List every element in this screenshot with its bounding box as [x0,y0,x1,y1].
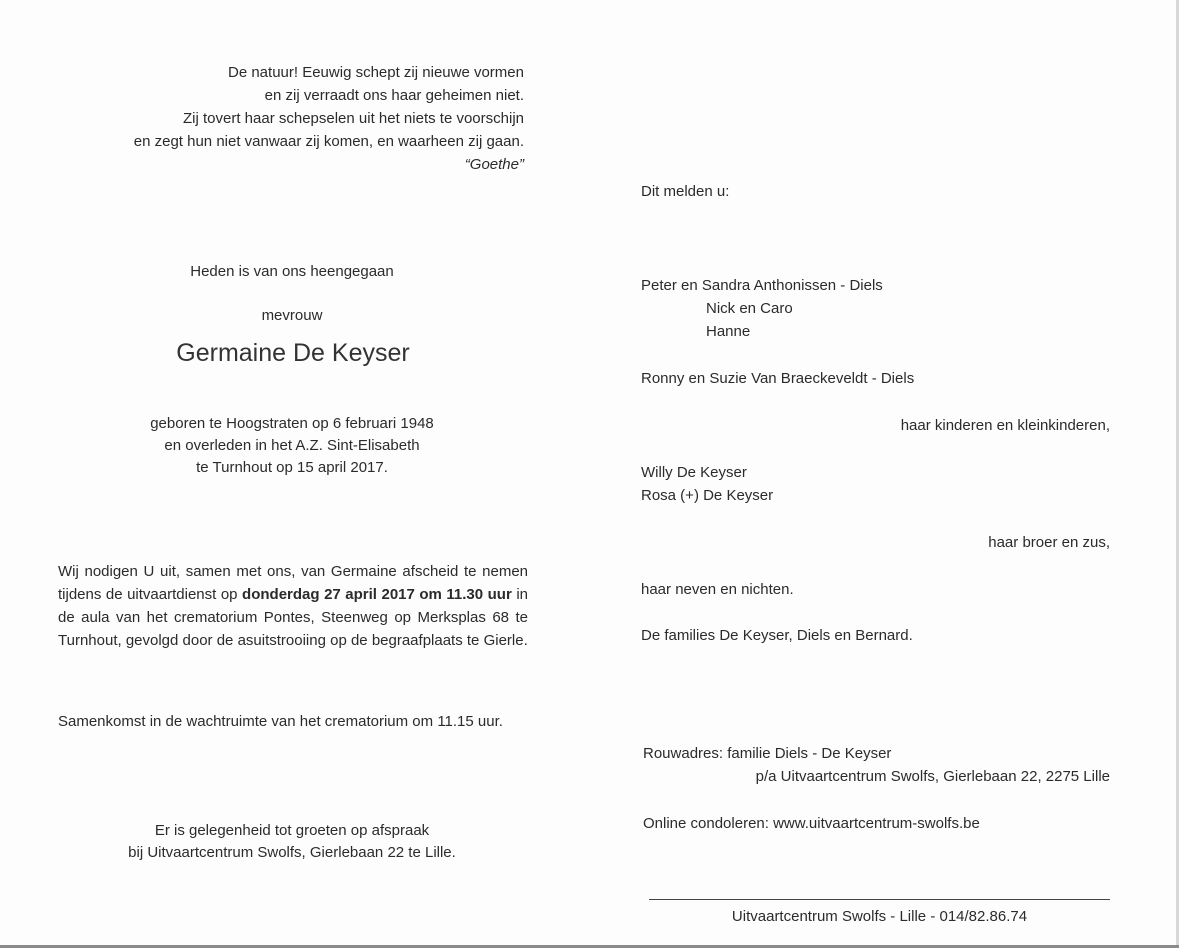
families-line: De families De Keyser, Diels en Bernard. [641,627,913,644]
announcement-title: mevrouw [261,307,323,324]
death-place-line: en overleden in het A.Z. Sint-Elisabeth [164,437,420,454]
footer-funeral-home: Uitvaartcentrum Swolfs - Lille - 014/82.86.74 [731,908,1028,925]
address-line-1: Rouwadres: familie Diels - De Keyser [643,745,892,762]
gathering-line: Samenkomst in de wachtruimte van het crematorium om 11.15 uur. [58,713,503,730]
announcement-intro: Heden is van ons heengegaan [190,263,394,280]
family-intro: Dit melden u: [641,183,730,200]
birth-line: geboren te Hoogstraten op 6 februari 1948 [150,415,434,432]
invitation-paragraph [58,560,528,652]
online-condolences: Online condoleren: www.uitvaartcentrum-swolfs.be [643,815,980,832]
grandchild-2: Hanne [706,323,751,340]
sibling-2: Rosa (+) De Keyser [641,487,774,504]
invitation-text: Wij nodigen U uit, samen met ons, van Germaine afscheid te nemen tijdens de uitvaartdienst op [58,563,528,603]
poem-line: en zegt hun niet vanwaar zij komen, en waarheen zij gaan. [133,133,524,150]
deceased-name: Germaine De Keyser [176,339,410,367]
cousins-line: haar neven en nichten. [641,581,794,598]
address-line-2: p/a Uitvaartcentrum Swolfs, Gierlebaan 22, 2275 Lille [755,768,1110,785]
poem-line: De natuur! Eeuwig schept zij nieuwe vormen [228,64,524,81]
poem-line: Zij tovert haar schepselen uit het niets te voorschijn [182,110,524,127]
grandchild-1: Nick en Caro [706,300,793,317]
visit-line-2: bij Uitvaartcentrum Swolfs, Gierlebaan 22 te Lille. [128,844,456,861]
child-1: Peter en Sandra Anthonissen - Diels [641,277,883,294]
invitation-text: in de aula van het crematorium Pontes, Steenweg op Merksplas 68 te Turnhout, gevolgd door de asuitstrooiing op de begraafplaats te Gierle. [58,586,528,649]
visit-line-1: Er is gelegenheid tot groeten op afspraak [154,822,430,839]
child-2: Ronny en Suzie Van Braeckeveldt - Diels [641,370,915,387]
poem-line: en zij verraadt ons haar geheimen niet. [264,87,524,104]
sibling-1: Willy De Keyser [641,464,747,481]
poem [60,61,524,176]
siblings-label: haar broer en zus, [988,534,1110,551]
footer-divider [649,899,1110,900]
children-label: haar kinderen en kleinkinderen, [900,417,1110,434]
death-date-line: te Turnhout op 15 april 2017. [196,459,388,476]
poem-author: “Goethe” [464,156,524,173]
invitation-date: donderdag 27 april 2017 om 11.30 uur [242,586,512,603]
